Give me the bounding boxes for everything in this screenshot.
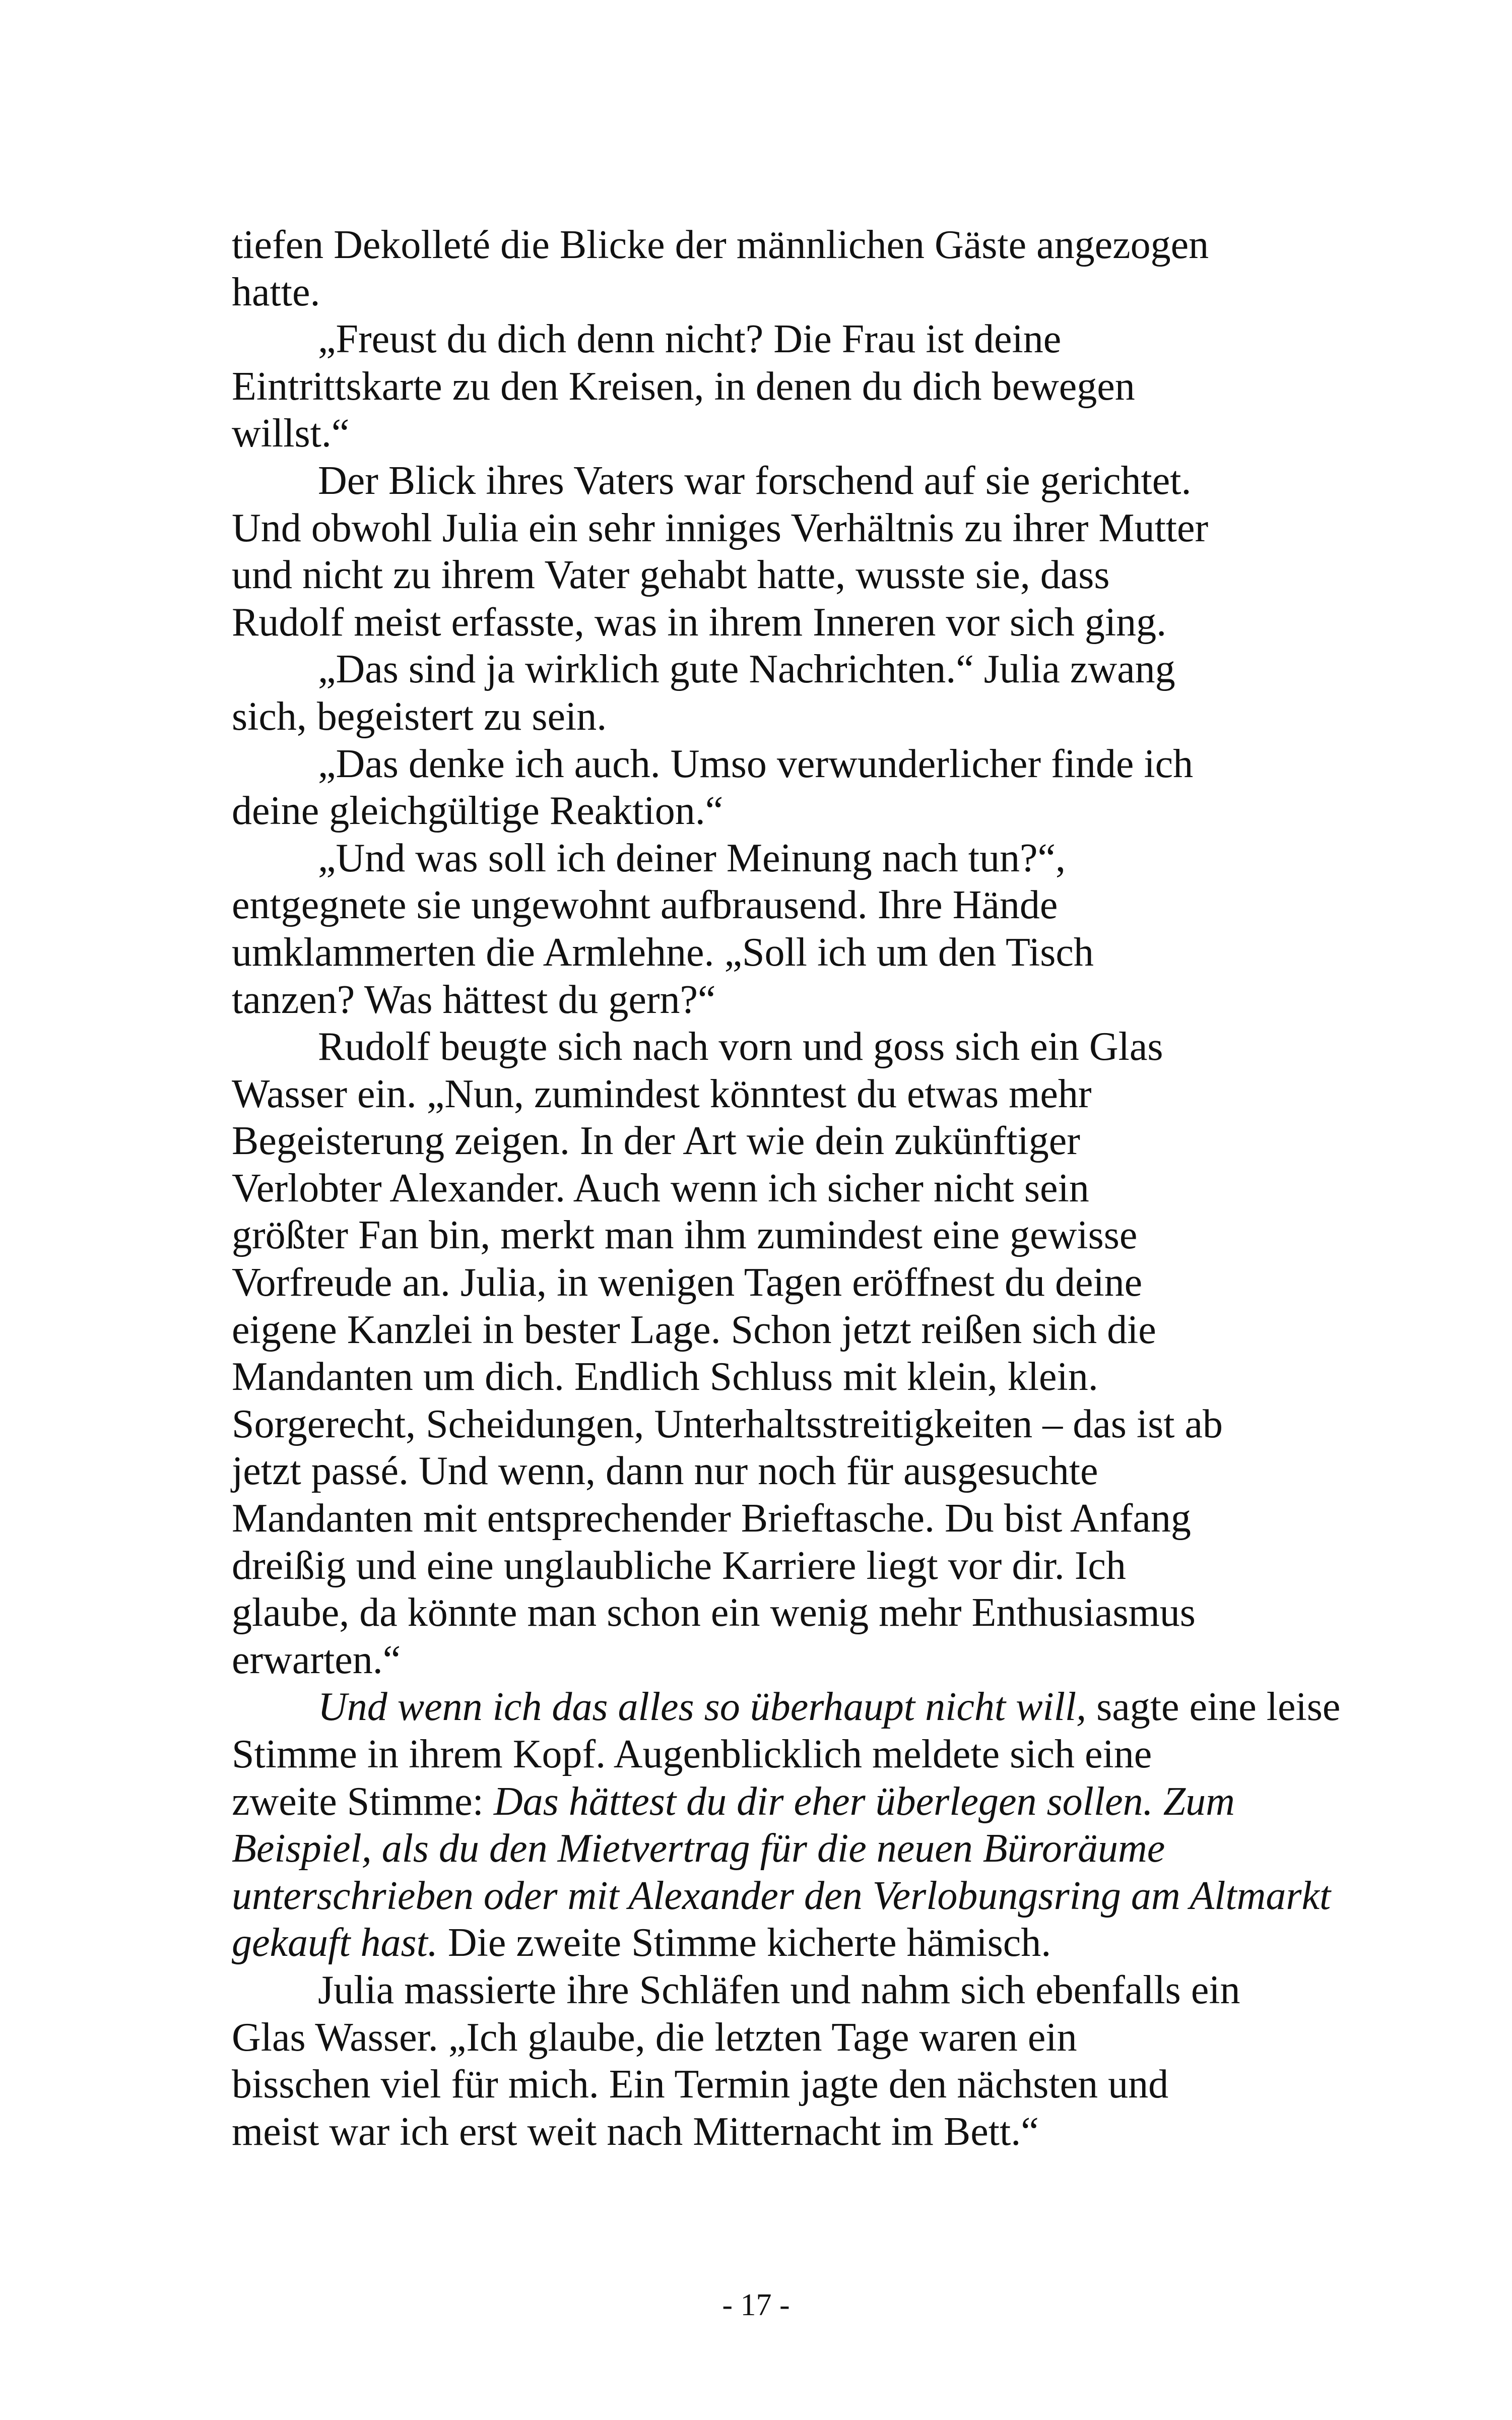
text-line: Glas Wasser. „Ich glaube, die letzten Tage waren ein bbox=[232, 2015, 1077, 2060]
text-line: entgegnete sie ungewohnt aufbrausend. Ihre Hände bbox=[232, 883, 1058, 928]
text-line: Verlobter Alexander. Auch wenn ich sicher nicht sein bbox=[232, 1166, 1089, 1211]
text-line: hatte. bbox=[232, 270, 320, 314]
italic-text: Das hättest du dir eher überlegen sollen. Zum bbox=[493, 1779, 1235, 1824]
text-line: meist war ich erst weit nach Mitternacht im Bett.“ bbox=[232, 2109, 1039, 2154]
text-line bbox=[232, 1873, 1358, 1920]
text-line: und nicht zu ihrem Vater gehabt hatte, wusste sie, dass bbox=[232, 553, 1110, 598]
text-line: umklammerten die Armlehne. „Soll ich um den Tisch bbox=[232, 930, 1094, 975]
body-text bbox=[232, 222, 1358, 2155]
text-line: deine gleichgültige Reaktion.“ bbox=[232, 789, 724, 834]
text-line: Mandanten mit entsprechender Brieftasche. Du bist Anfang bbox=[232, 1496, 1191, 1541]
text-line: „Das denke ich auch. Umso verwunderlicher finde ich bbox=[318, 741, 1194, 786]
text-line: willst.“ bbox=[232, 411, 350, 456]
text-line: glaube, da könnte man schon ein wenig mehr Enthusiasmus bbox=[232, 1590, 1196, 1635]
text-line bbox=[232, 1920, 1358, 1967]
italic-text: Und wenn ich das alles so überhaupt nicht will, bbox=[318, 1685, 1087, 1730]
text-line: größter Fan bin, merkt man ihm zumindest eine gewisse bbox=[232, 1213, 1138, 1258]
text-line: Rudolf meist erfasste, was in ihrem Inneren vor sich ging. bbox=[232, 600, 1167, 645]
text-line: jetzt passé. Und wenn, dann nur noch für ausgesuchte bbox=[232, 1449, 1098, 1494]
roman-text: sagte eine leise bbox=[1086, 1685, 1341, 1730]
text-line: sich, begeistert zu sein. bbox=[232, 694, 607, 739]
text-line: „Und was soll ich deiner Meinung nach tun?“, bbox=[318, 836, 1066, 880]
text-line bbox=[232, 1684, 1358, 1731]
text-line: „Das sind ja wirklich gute Nachrichten.“ Julia zwang bbox=[318, 647, 1175, 692]
text-line: tanzen? Was hättest du gern?“ bbox=[232, 977, 716, 1022]
text-line: eigene Kanzlei in bester Lage. Schon jetzt reißen sich die bbox=[232, 1307, 1156, 1352]
roman-text: zweite Stimme: bbox=[232, 1779, 494, 1824]
text-line: Julia massierte ihre Schläfen und nahm sich ebenfalls ein bbox=[318, 1967, 1240, 2012]
text-line: Und obwohl Julia ein sehr inniges Verhältnis zu ihrer Mutter bbox=[232, 505, 1209, 550]
text-line: tiefen Dekolleté die Blicke der männlichen Gäste angezogen bbox=[232, 223, 1209, 267]
italic-text: Beispiel, als du den Mietvertrag für die neuen Büroräume bbox=[232, 1826, 1165, 1871]
text-line: bisschen viel für mich. Ein Termin jagte den nächsten und bbox=[232, 2062, 1169, 2107]
text-line: Eintrittskarte zu den Kreisen, in denen du dich bewegen bbox=[232, 364, 1135, 409]
text-line: Begeisterung zeigen. In der Art wie dein zukünftiger bbox=[232, 1119, 1080, 1164]
text-line: erwarten.“ bbox=[232, 1637, 401, 1682]
text-line: Rudolf beugte sich nach vorn und goss sich ein Glas bbox=[318, 1025, 1163, 1069]
text-line bbox=[232, 1778, 1358, 1826]
text-line bbox=[232, 1825, 1358, 1873]
text-line: Vorfreude an. Julia, in wenigen Tagen eröffnest du deine bbox=[232, 1260, 1143, 1305]
text-line: Sorgerecht, Scheidungen, Unterhaltsstreitigkeiten – das ist ab bbox=[232, 1402, 1223, 1446]
text-line: dreißig und eine unglaubliche Karriere liegt vor dir. Ich bbox=[232, 1543, 1126, 1588]
roman-text: Die zweite Stimme kicherte hämisch. bbox=[437, 1921, 1051, 1965]
italic-text: gekauft hast. bbox=[232, 1921, 438, 1965]
text-line: Mandanten um dich. Endlich Schluss mit klein, klein. bbox=[232, 1355, 1098, 1399]
text-line: Der Blick ihres Vaters war forschend auf sie gerichtet. bbox=[318, 458, 1192, 503]
text-line: Wasser ein. „Nun, zumindest könntest du etwas mehr bbox=[232, 1071, 1092, 1116]
text-line: „Freust du dich denn nicht? Die Frau ist deine bbox=[318, 317, 1062, 362]
page-number: - 17 - bbox=[722, 2288, 790, 2322]
italic-text: unterschrieben oder mit Alexander den Verlobungsring am Altmarkt bbox=[232, 1873, 1331, 1918]
text-line: Stimme in ihrem Kopf. Augenblicklich meldete sich eine bbox=[232, 1732, 1152, 1776]
